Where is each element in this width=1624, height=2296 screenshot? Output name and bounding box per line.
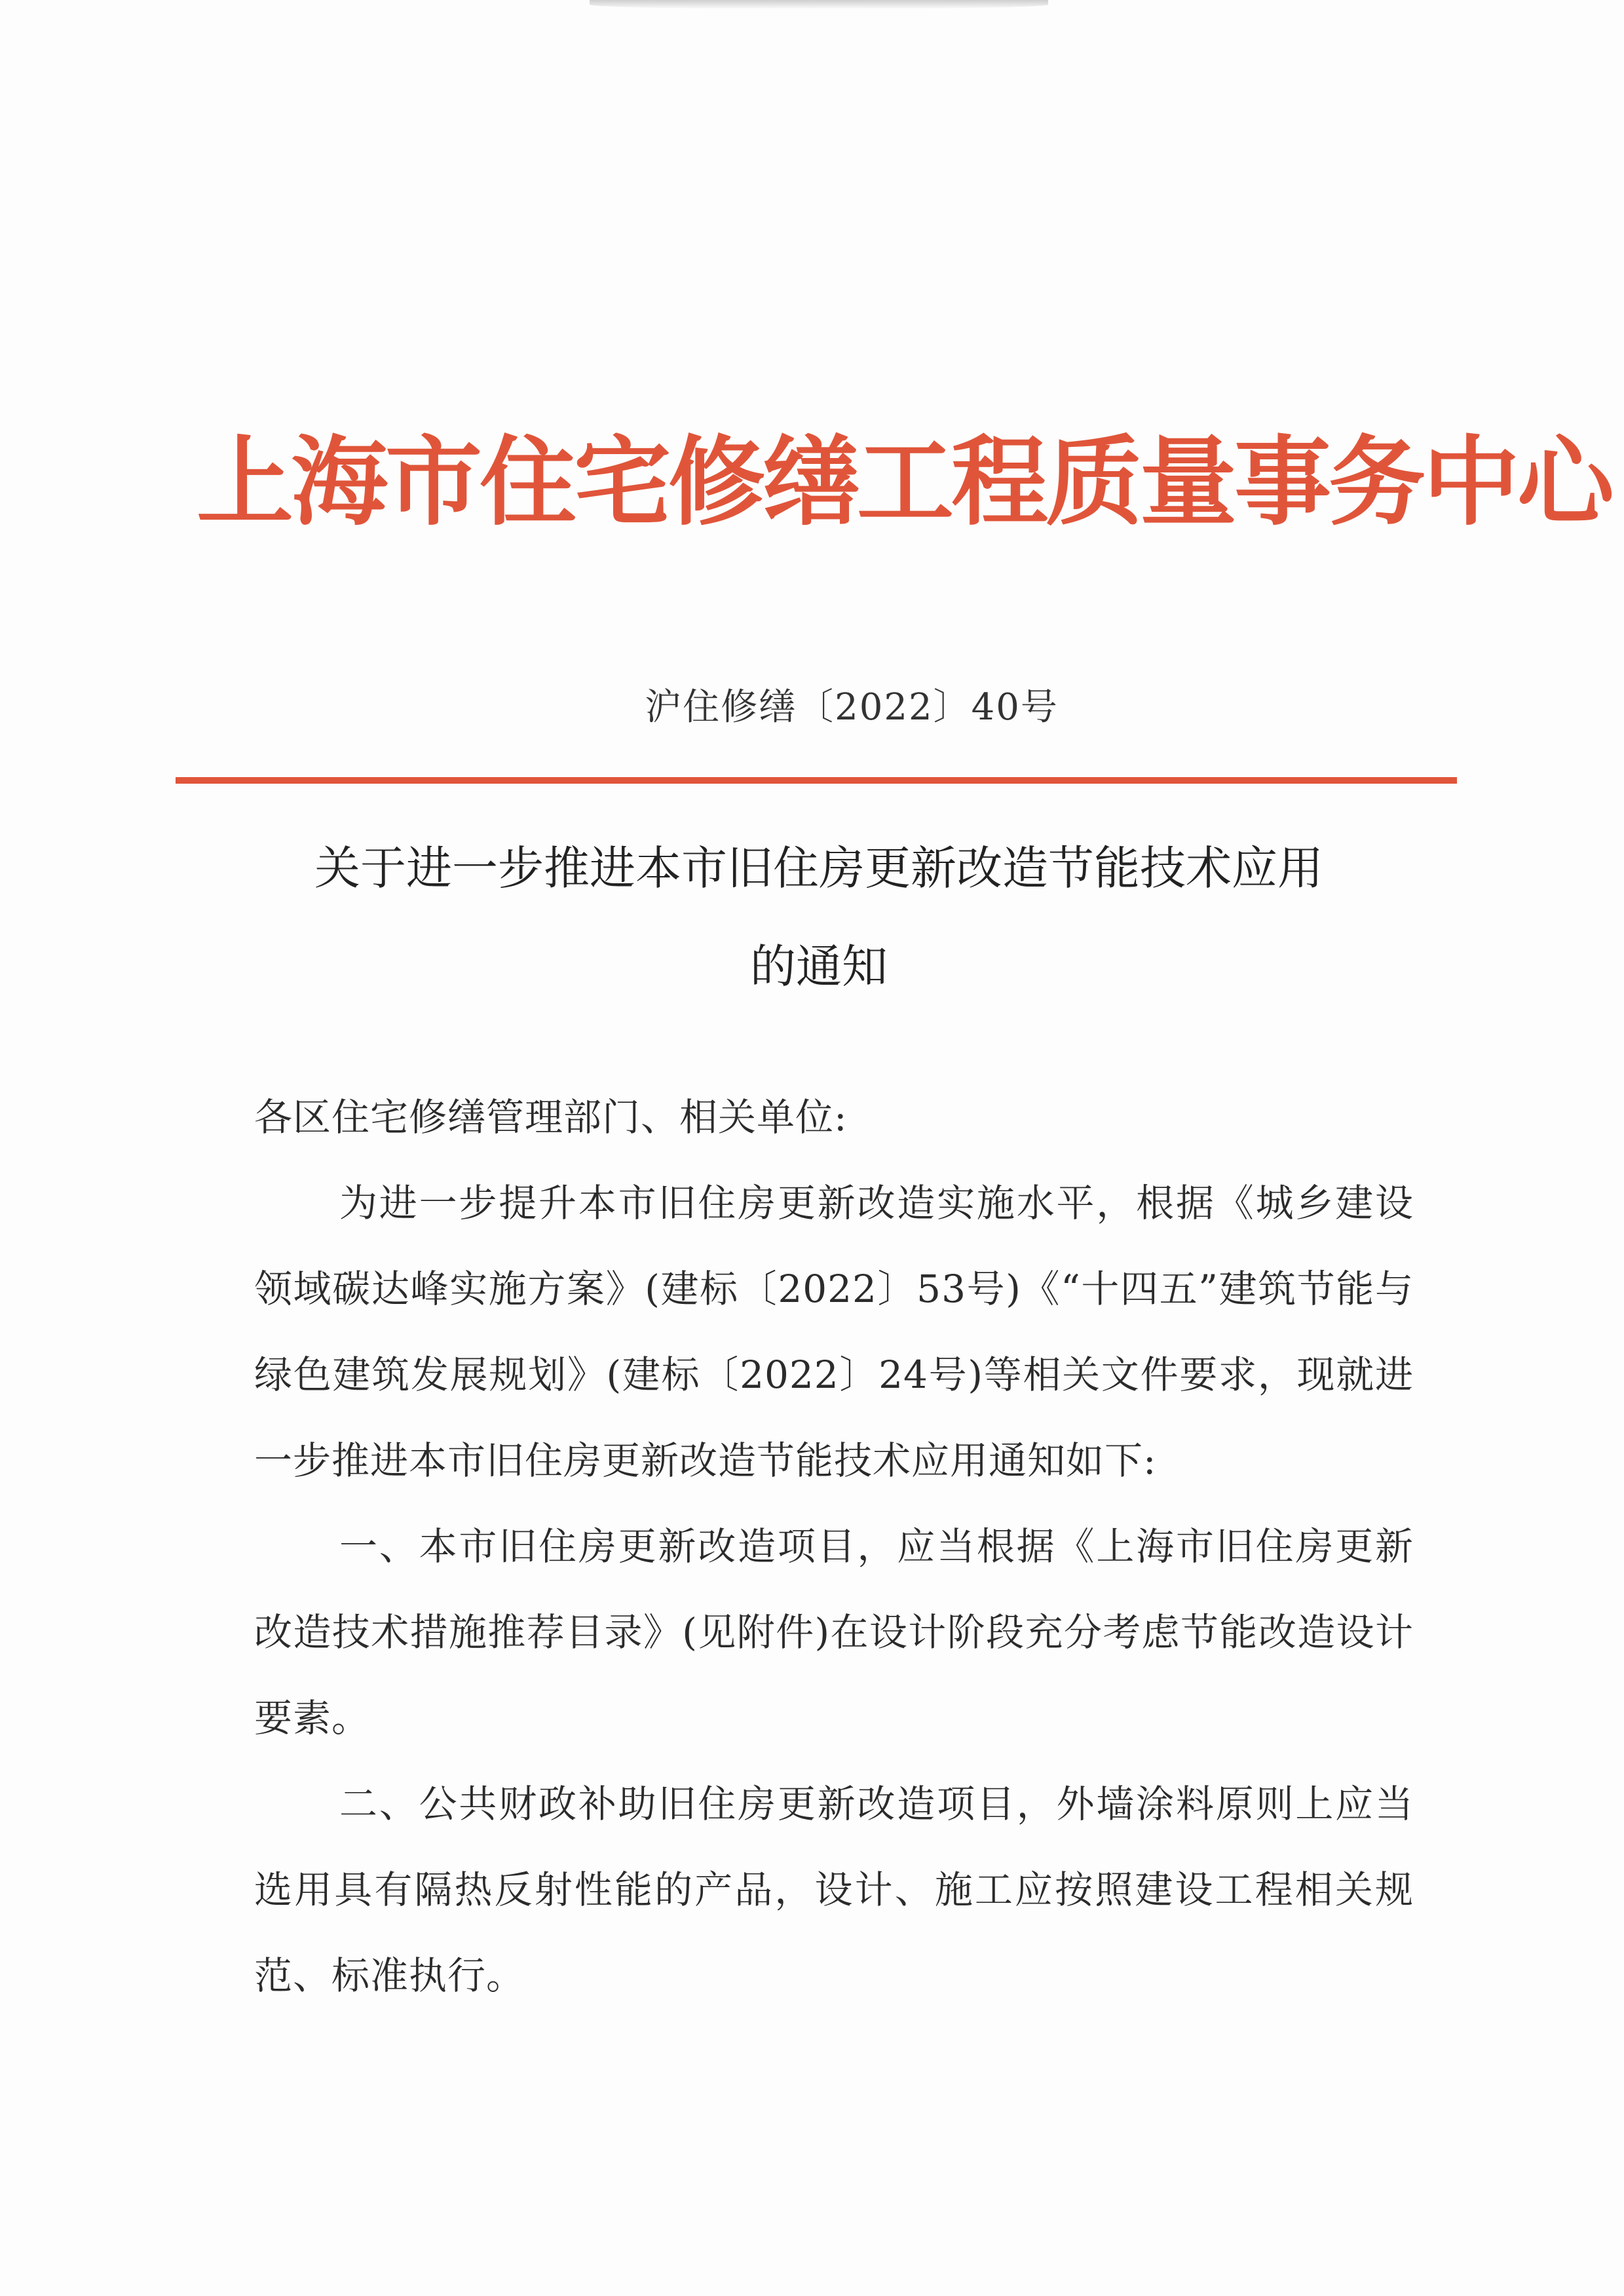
paragraph-intro: 为进一步提升本市旧住房更新改造实施水平，根据《城乡建设领域碳达峰实施方案》(建标〔2022〕53号)《“十四五”建筑节能与绿色建筑发展规划》(建标〔2022〕24号)等相关文件要求，现就进一步推进本市旧住房更新改造节能技术应用通知如下: bbox=[254, 1181, 1414, 1483]
paragraph-item-2: 二、公共财政补助旧住房更新改造项目，外墙涂料原则上应当选用具有隔热反射性能的产品，设计、施工应按照建设工程相关规范、标准执行。 bbox=[254, 1782, 1414, 1998]
red-divider-line bbox=[176, 777, 1457, 784]
notice-body bbox=[254, 1075, 1414, 2019]
salutation: 各区住宅修缮管理部门、相关单位: bbox=[254, 1095, 848, 1139]
paragraph-item-1: 一、本市旧住房更新改造项目，应当根据《上海市旧住房更新改造技术措施推荐目录》(见附件)在设计阶段充分考虑节能改造设计要素。 bbox=[254, 1524, 1414, 1740]
document-number: 沪住修缮〔2022〕40号 bbox=[645, 686, 1059, 729]
notice-title bbox=[197, 819, 1441, 1016]
scan-shadow bbox=[590, 0, 1048, 9]
notice-title-line-2: 的通知 bbox=[750, 940, 888, 993]
notice-title-line-1: 关于进一步推进本市旧住房更新改造节能技术应用 bbox=[314, 841, 1323, 895]
organization-header: 上海市住宅修缮工程质量事务中心 bbox=[197, 425, 1612, 539]
